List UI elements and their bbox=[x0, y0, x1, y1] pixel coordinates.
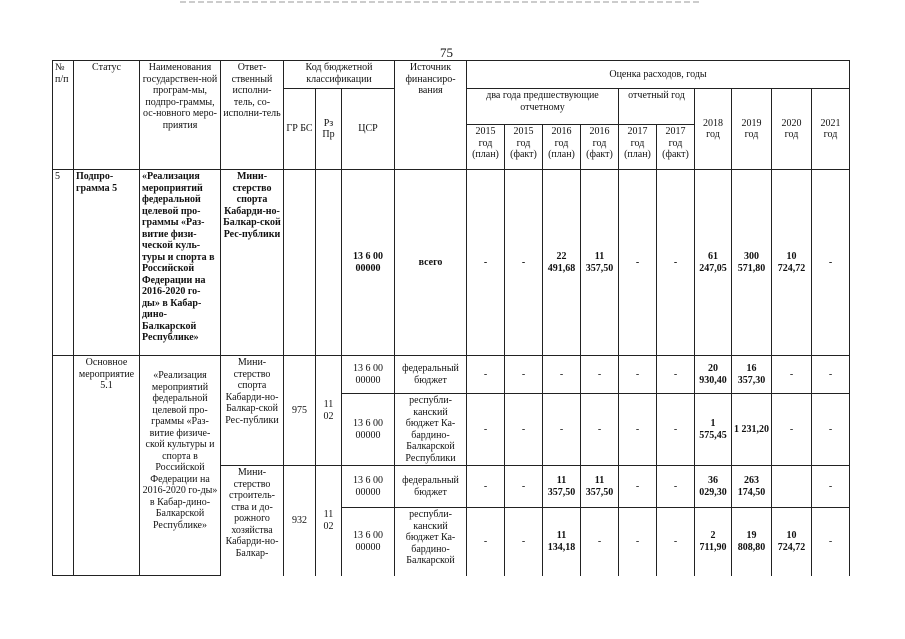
header-2016-fact: 2016 год (факт) bbox=[581, 125, 619, 170]
cell-2015-plan: - bbox=[467, 508, 505, 576]
row-source: федеральный бюджет bbox=[395, 466, 467, 508]
cell-2020: 10 724,72 bbox=[772, 508, 812, 576]
cell-2019: 19 808,80 bbox=[732, 508, 772, 576]
row-name: «Реализация мероприятий федеральной целевой про-граммы «Раз-витие физи-ческой куль-туры и спорта в Российской Федерации на 2016-2020 го-ды» в Кабар-дино-Балкарской Республике» bbox=[140, 170, 221, 356]
row-status: Основное мероприятие 5.1 bbox=[74, 356, 140, 576]
row-rzpr: 11 02 bbox=[316, 356, 342, 466]
row-resp: Мини-стерство спорта Кабарди-но-Балкар-ской Рес-публики bbox=[221, 356, 284, 466]
header-2016-plan: 2016 год (план) bbox=[543, 125, 581, 170]
header-grbs: ГР БС bbox=[284, 89, 316, 170]
header-rzpr: Рз Пр bbox=[316, 89, 342, 170]
header-2021: 2021 год bbox=[812, 89, 850, 170]
header-status: Статус bbox=[74, 61, 140, 170]
cell-2015-plan: - bbox=[467, 466, 505, 508]
header-2020: 2020 год bbox=[772, 89, 812, 170]
cell-2021: - bbox=[812, 170, 850, 356]
row-resp: Мини-стерство спорта Кабарди-но-Балкар-ской Рес-публики bbox=[221, 170, 284, 356]
cell-2017-plan: - bbox=[619, 394, 657, 466]
cell-2015-fact: - bbox=[505, 356, 543, 394]
row-csr: 13 6 00 00000 bbox=[342, 170, 395, 356]
row-grbs: 975 bbox=[284, 356, 316, 466]
cell-2016-fact: 11 357,50 bbox=[581, 466, 619, 508]
cell-2017-fact: - bbox=[657, 170, 695, 356]
row-name: «Реализация мероприятий федеральной целевой про-граммы «Раз-витие физиче-ской культуры и спорта в Российской Федерации на 2016-2020 го-ды» в Кабар-дино-Балкарской Республике» bbox=[140, 356, 221, 576]
cell-2015-plan: - bbox=[467, 356, 505, 394]
cell-2017-plan: - bbox=[619, 356, 657, 394]
header-resp: Ответ-ственный исполни-тель, со-исполни-тель bbox=[221, 61, 284, 170]
header-estimate: Оценка расходов, годы bbox=[467, 61, 850, 89]
cell-2016-fact: - bbox=[581, 508, 619, 576]
expense-table bbox=[52, 60, 850, 576]
row-rzpr: 11 02 bbox=[316, 466, 342, 576]
row-grbs: 932 bbox=[284, 466, 316, 576]
header-name: Наименования государствен-ной програм-мы, подпро-граммы, ос-новного меро-приятия bbox=[140, 61, 221, 170]
header-two-years: два года предшествующие отчетному bbox=[467, 89, 619, 125]
page-number: 75 bbox=[440, 45, 453, 60]
cell-2020 bbox=[772, 466, 812, 508]
header-2019: 2019 год bbox=[732, 89, 772, 170]
cell-2021: - bbox=[812, 466, 850, 508]
cell-2019: 16 357,30 bbox=[732, 356, 772, 394]
cell-2018: 61 247,05 bbox=[695, 170, 732, 356]
cell-2020: 10 724,72 bbox=[772, 170, 812, 356]
header-2015-plan: 2015 год (план) bbox=[467, 125, 505, 170]
row-num: 5 bbox=[53, 170, 74, 356]
row-resp: Мини-стерство строитель-ства и до-рожного хозяйства Кабарди-но-Балкар- bbox=[221, 466, 284, 576]
cell-2018: 1 575,45 bbox=[695, 394, 732, 466]
cell-2016-fact: 11 357,50 bbox=[581, 170, 619, 356]
table-row bbox=[53, 170, 850, 356]
cell-2021: - bbox=[812, 394, 850, 466]
header-source: Источник финансиро-вания bbox=[395, 61, 467, 170]
cell-2016-plan: - bbox=[543, 356, 581, 394]
cell-2020: - bbox=[772, 394, 812, 466]
row-source: федеральный бюджет bbox=[395, 356, 467, 394]
row-csr: 13 6 00 00000 bbox=[342, 356, 395, 394]
header-num: № п/п bbox=[53, 61, 74, 170]
cell-2015-fact: - bbox=[505, 394, 543, 466]
row-source: республи-канский бюджет Ка-бардино-Балкарской Республики bbox=[395, 394, 467, 466]
row-csr: 13 6 00 00000 bbox=[342, 508, 395, 576]
row-status: Подпро-грамма 5 bbox=[74, 170, 140, 356]
cell-2015-plan: - bbox=[467, 170, 505, 356]
header-2015-fact: 2015 год (факт) bbox=[505, 125, 543, 170]
cell-2018: 2 711,90 bbox=[695, 508, 732, 576]
header-2017-plan: 2017 год (план) bbox=[619, 125, 657, 170]
cell-2017-plan: - bbox=[619, 170, 657, 356]
header-2017-fact: 2017 год (факт) bbox=[657, 125, 695, 170]
table-row bbox=[53, 356, 850, 394]
cell-2019: 263 174,50 bbox=[732, 466, 772, 508]
cell-2016-plan: 11 134,18 bbox=[543, 508, 581, 576]
cell-2016-fact: - bbox=[581, 356, 619, 394]
row-rzpr bbox=[316, 170, 342, 356]
cell-2017-plan: - bbox=[619, 466, 657, 508]
cell-2015-fact: - bbox=[505, 508, 543, 576]
cell-2021: - bbox=[812, 356, 850, 394]
cell-2017-fact: - bbox=[657, 394, 695, 466]
cell-2017-fact: - bbox=[657, 466, 695, 508]
cell-2017-fact: - bbox=[657, 508, 695, 576]
scan-top-marks bbox=[0, 0, 905, 10]
cell-2016-plan: 22 491,68 bbox=[543, 170, 581, 356]
cell-2021: - bbox=[812, 508, 850, 576]
header-report-year: отчетный год bbox=[619, 89, 695, 125]
row-source: всего bbox=[395, 170, 467, 356]
cell-2015-fact: - bbox=[505, 466, 543, 508]
row-csr: 13 6 00 00000 bbox=[342, 394, 395, 466]
row-source: республи-канский бюджет Ка-бардино-Балкарской bbox=[395, 508, 467, 576]
row-num bbox=[53, 356, 74, 576]
cell-2017-fact: - bbox=[657, 356, 695, 394]
cell-2017-plan: - bbox=[619, 508, 657, 576]
cell-2018: 20 930,40 bbox=[695, 356, 732, 394]
header-csr: ЦСР bbox=[342, 89, 395, 170]
cell-2016-fact: - bbox=[581, 394, 619, 466]
row-csr: 13 6 00 00000 bbox=[342, 466, 395, 508]
cell-2019: 300 571,80 bbox=[732, 170, 772, 356]
header-budget-code: Код бюджетной классификации bbox=[284, 61, 395, 89]
row-grbs bbox=[284, 170, 316, 356]
cell-2020: - bbox=[772, 356, 812, 394]
header-2018: 2018 год bbox=[695, 89, 732, 170]
cell-2015-fact: - bbox=[505, 170, 543, 356]
cell-2015-plan: - bbox=[467, 394, 505, 466]
cell-2016-plan: 11 357,50 bbox=[543, 466, 581, 508]
cell-2019: 1 231,20 bbox=[732, 394, 772, 466]
cell-2016-plan: - bbox=[543, 394, 581, 466]
cell-2018: 36 029,30 bbox=[695, 466, 732, 508]
